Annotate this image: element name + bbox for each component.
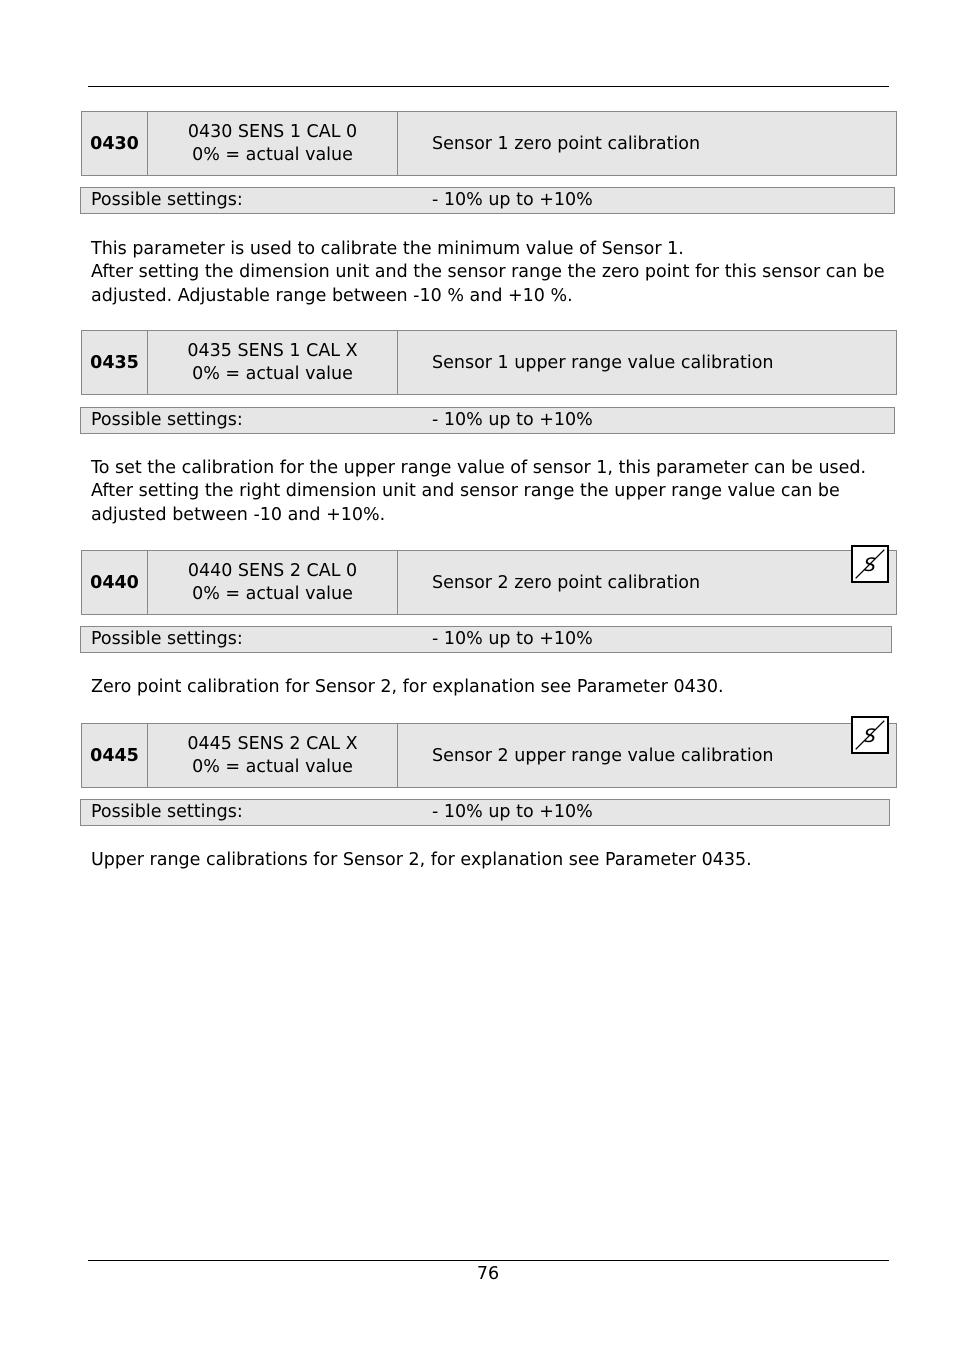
parameter-0430-header (81, 111, 897, 176)
parameter-name: 0430 SENS 1 CAL 0 (187, 121, 358, 142)
parameter-0445-header (81, 723, 897, 788)
parameter-name-cell (148, 331, 398, 394)
explanation-line: To set the calibration for the upper range value of sensor 1, this parameter can be used. (91, 458, 867, 478)
slashed-s-icon (851, 716, 889, 754)
settings-label: Possible settings: (91, 190, 243, 210)
footer-rule (88, 1260, 889, 1261)
parameter-name-cell (148, 551, 398, 614)
parameter-name: 0435 SENS 1 CAL X (187, 340, 358, 361)
parameter-name: 0440 SENS 2 CAL 0 (187, 560, 358, 581)
settings-label: Possible settings: (91, 410, 243, 430)
header-rule (88, 86, 889, 87)
parameter-0440-header (81, 550, 897, 615)
parameter-default: 0% = actual value (192, 363, 353, 384)
parameter-explanation (91, 849, 891, 872)
settings-value: - 10% up to +10% (432, 190, 593, 210)
possible-settings-row (80, 799, 890, 826)
settings-value: - 10% up to +10% (432, 629, 593, 649)
explanation-line: After setting the dimension unit and the sensor range the zero point for this sensor can be adjusted. Adjustable range between -10 % and +10 %. (91, 262, 885, 306)
page-number: 76 (476, 1264, 500, 1284)
svg-text:S: S (864, 555, 876, 577)
settings-value: - 10% up to +10% (432, 802, 593, 822)
parameter-default: 0% = actual value (192, 144, 353, 165)
explanation-line: Zero point calibration for Sensor 2, for explanation see Parameter 0430. (91, 677, 724, 697)
svg-text:S: S (864, 726, 876, 748)
settings-label: Possible settings: (91, 802, 243, 822)
slashed-s-icon (851, 545, 889, 583)
parameter-default: 0% = actual value (192, 756, 353, 777)
parameter-description: Sensor 2 zero point calibration (432, 572, 701, 593)
parameter-number: 0430 (82, 112, 148, 175)
possible-settings-row (80, 187, 895, 214)
possible-settings-row (80, 407, 895, 434)
parameter-description: Sensor 1 zero point calibration (432, 133, 701, 154)
settings-value: - 10% up to +10% (432, 410, 593, 430)
parameter-number: 0435 (82, 331, 148, 394)
parameter-name-cell (148, 724, 398, 787)
parameter-name: 0445 SENS 2 CAL X (187, 733, 358, 754)
parameter-number: 0440 (82, 551, 148, 614)
settings-label: Possible settings: (91, 629, 243, 649)
parameter-description: Sensor 2 upper range value calibration (432, 745, 774, 766)
explanation-line: Upper range calibrations for Sensor 2, for explanation see Parameter 0435. (91, 850, 752, 870)
parameter-0435-header (81, 330, 897, 395)
parameter-explanation (91, 676, 891, 699)
parameter-explanation (91, 457, 891, 527)
parameter-number: 0445 (82, 724, 148, 787)
parameter-explanation (91, 238, 891, 308)
explanation-line: After setting the right dimension unit and sensor range the upper range value can be adjusted between -10 and +10%. (91, 481, 840, 525)
possible-settings-row (80, 626, 892, 653)
explanation-line: This parameter is used to calibrate the minimum value of Sensor 1. (91, 239, 684, 259)
parameter-name-cell (148, 112, 398, 175)
parameter-default: 0% = actual value (192, 583, 353, 604)
parameter-description: Sensor 1 upper range value calibration (432, 352, 774, 373)
